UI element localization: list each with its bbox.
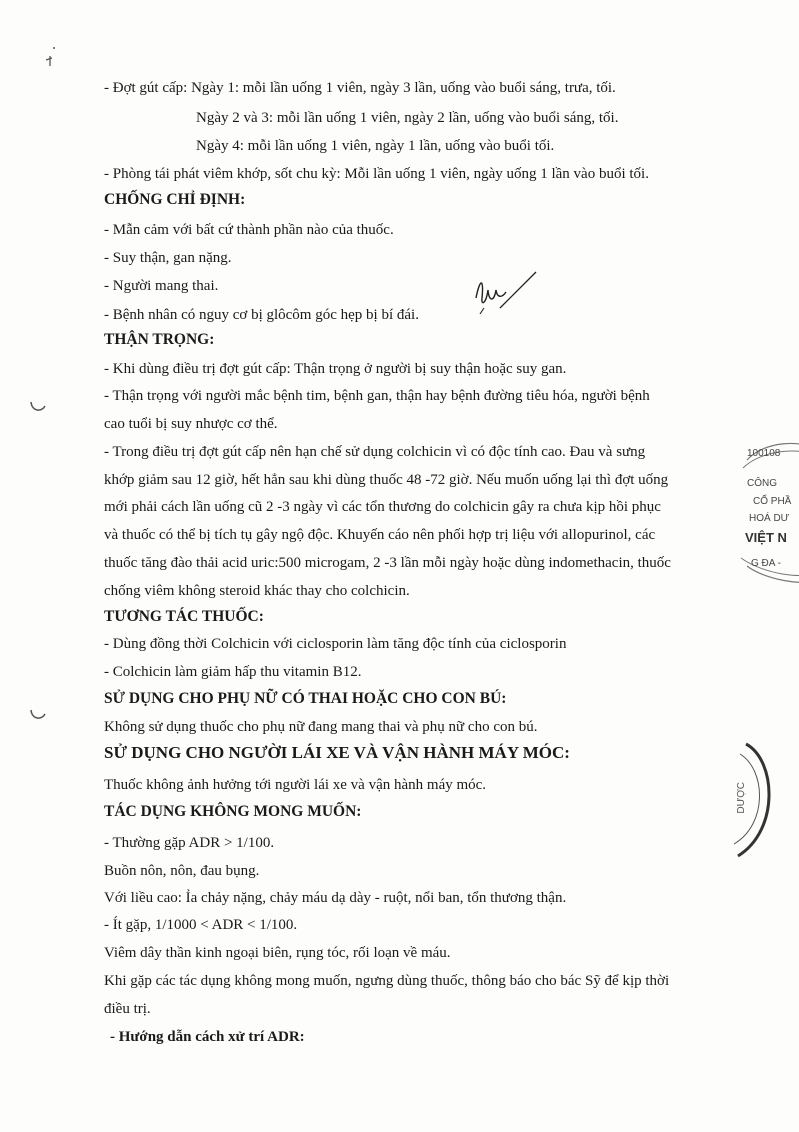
stamp-text: G ĐA -	[751, 558, 782, 569]
adverse-effect-line: Khi gặp các tác dụng không mong muốn, ngưng dùng thuốc, thông báo cho bác Sỹ để kịp thời	[104, 973, 670, 989]
punch-hole-mark	[28, 398, 48, 418]
heading-precautions: THẬN TRỌNG:	[104, 331, 215, 348]
contraindication-item: - Suy thận, gan nặng.	[104, 250, 232, 266]
precaution-line: chống viêm không steroid khác thay cho colchicin.	[104, 583, 410, 599]
stamp-number: 100108	[747, 448, 781, 459]
precaution-line: thuốc tăng đào thải acid uric:500 microgam, 2 -3 lần mỗi ngày hoặc dùng indomethacin, thuốc	[104, 555, 671, 571]
adr-handling-heading: - Hướng dẫn cách xử trí ADR:	[110, 1029, 305, 1045]
dosage-line-day2-3: Ngày 2 và 3: mỗi lần uống 1 viên, ngày 2 lần, uống vào buổi sáng, tối.	[196, 110, 619, 126]
precaution-line: - Thận trọng với người mắc bệnh tim, bệnh gan, thận hay bệnh đường tiêu hóa, người bệnh	[104, 388, 650, 404]
heading-adverse-effects: TÁC DỤNG KHÔNG MONG MUỐN:	[104, 803, 362, 820]
handwritten-signature	[470, 268, 550, 328]
precaution-line: - Trong điều trị đợt gút cấp nên hạn chế sử dụng colchicin vì có độc tính cao. Đau và sưng	[104, 444, 646, 460]
precaution-line: và thuốc có thể bị tích tụ gây ngộ độc. Khuyến cáo nên phối hợp trị liệu với allopurinol, các	[104, 527, 656, 543]
heading-driving: SỬ DỤNG CHO NGƯỜI LÁI XE VÀ VẬN HÀNH MÁY MÓC:	[104, 743, 570, 762]
dosage-line-day4: Ngày 4: mỗi lần uống 1 viên, ngày 1 lần, uống vào buổi tối.	[196, 138, 555, 154]
pregnancy-text: Không sử dụng thuốc cho phụ nữ đang mang thai và phụ nữ cho con bú.	[104, 719, 538, 735]
stamp-text: CỔ PHẦ	[753, 496, 792, 507]
precaution-line: cao tuổi bị suy nhược cơ thể.	[104, 416, 278, 432]
dosage-line-prevention: - Phòng tái phát viêm khớp, sốt chu kỳ: Mỗi lần uống 1 viên, ngày uống 1 lần vào buổi tối.	[104, 166, 649, 182]
adverse-effect-line: Buồn nôn, nôn, đau bụng.	[104, 863, 260, 879]
adverse-effect-line: Viêm dây thần kinh ngoại biên, rụng tóc, rối loạn về máu.	[104, 945, 451, 961]
punch-hole-mark	[28, 706, 48, 726]
stamp-text: HOÁ DƯ	[749, 513, 790, 524]
interaction-item: - Colchicin làm giảm hấp thu vitamin B12.	[104, 664, 362, 680]
contraindication-item: - Người mang thai.	[104, 278, 219, 294]
stamp-text: CÔNG	[747, 478, 777, 489]
driving-text: Thuốc không ảnh hưởng tới người lái xe và vận hành máy móc.	[104, 777, 487, 793]
precaution-line: khớp giảm sau 12 giờ, hết hẳn sau khi dùng thuốc 48 -72 giờ. Nếu muốn uống lại thì đợt uống	[104, 472, 669, 488]
precaution-line: mới phải cách lần uống cũ 2 -3 ngày vì các tổn thương do colchicin gây ra chưa kịp hồi phục	[104, 499, 661, 515]
adverse-effect-line: - Ít gặp, 1/1000 < ADR < 1/100.	[104, 917, 298, 933]
adverse-effect-line: Với liều cao: Ỉa chảy nặng, chảy máu dạ dày - ruột, nổi ban, tổn thương thận.	[104, 890, 567, 906]
interaction-item: - Dùng đồng thời Colchicin với ciclosporin làm tăng độc tính của ciclosporin	[104, 636, 567, 652]
dosage-line-acute-day1: - Đợt gút cấp: Ngày 1: mỗi lần uống 1 viên, ngày 3 lần, uống vào buổi sáng, trưa, tối.	[104, 80, 616, 96]
corner-mark	[40, 44, 60, 74]
stamp-text: VIỆT N	[745, 530, 787, 545]
company-stamp	[735, 440, 799, 590]
heading-contraindications: CHỐNG CHỈ ĐỊNH:	[104, 191, 246, 208]
precaution-line: - Khi dùng điều trị đợt gút cấp: Thận trọng ở người bị suy thận hoặc suy gan.	[104, 361, 567, 377]
contraindication-item: - Bệnh nhân có nguy cơ bị glôcôm góc hẹp bị bí đái.	[104, 307, 419, 323]
seal-text: DƯỢC	[736, 782, 747, 814]
partial-round-seal	[726, 740, 786, 860]
adverse-effect-line: - Thường gặp ADR > 1/100.	[104, 835, 275, 851]
adverse-effect-line: điều trị.	[104, 1001, 151, 1017]
heading-pregnancy: SỬ DỤNG CHO PHỤ NỮ CÓ THAI HOẶC CHO CON BÚ:	[104, 690, 507, 707]
heading-interactions: TƯƠNG TÁC THUỐC:	[104, 608, 264, 625]
contraindication-item: - Mẫn cảm với bất cứ thành phần nào của thuốc.	[104, 222, 394, 238]
